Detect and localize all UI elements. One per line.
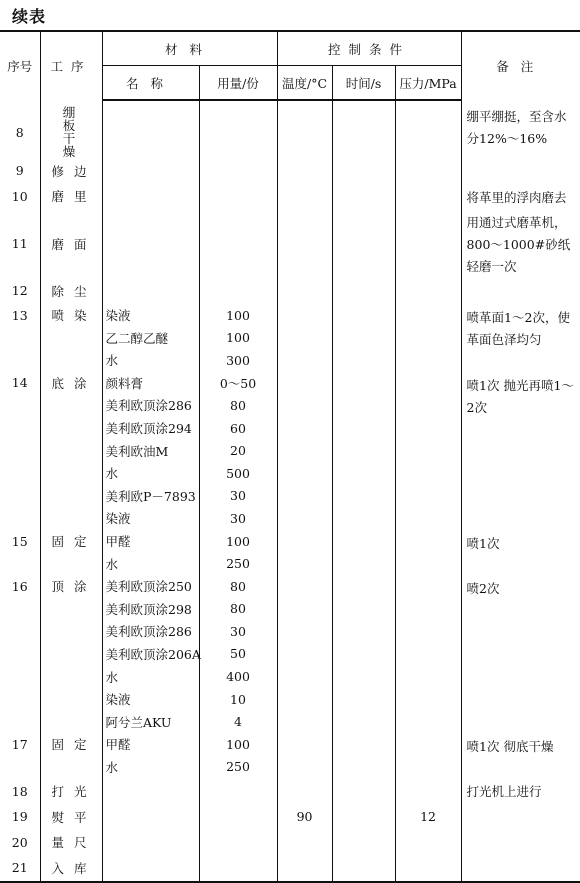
row-step bbox=[40, 575, 102, 598]
temperature-cell bbox=[277, 278, 332, 304]
row-number-empty bbox=[0, 439, 40, 462]
row-step bbox=[40, 100, 102, 158]
row-number: 15 bbox=[0, 530, 40, 553]
table-row bbox=[0, 733, 580, 756]
row-step-empty bbox=[40, 688, 102, 711]
row-step-empty bbox=[40, 756, 102, 779]
time-cell bbox=[332, 485, 395, 508]
material-amount: 80 bbox=[199, 575, 277, 598]
row-step-text: 修边 bbox=[51, 163, 97, 179]
row-number: 10 bbox=[0, 184, 40, 210]
remarks-cell: 打光机上进行 bbox=[466, 784, 542, 800]
temperature-cell bbox=[277, 688, 332, 711]
row-step-text: 喷染 bbox=[51, 308, 97, 324]
temperature-cell bbox=[277, 620, 332, 643]
row-step bbox=[40, 733, 102, 756]
row-number: 8 bbox=[0, 100, 40, 158]
material-amount: 20 bbox=[199, 439, 277, 462]
row-step-empty bbox=[40, 349, 102, 372]
row-step-text: 除尘 bbox=[51, 283, 97, 299]
time-cell bbox=[332, 372, 395, 395]
row-step-empty bbox=[40, 462, 102, 485]
material-amount: 0～50 bbox=[199, 372, 277, 395]
row-step bbox=[40, 184, 102, 210]
temperature-cell bbox=[277, 756, 332, 779]
material-amount: 10 bbox=[199, 688, 277, 711]
pressure-cell bbox=[395, 688, 461, 711]
material-name: 美利欧顶涂250 bbox=[102, 575, 199, 598]
material-amount: 300 bbox=[199, 349, 277, 372]
material-amount: 30 bbox=[199, 485, 277, 508]
material-name-empty bbox=[102, 278, 199, 304]
row-number-empty bbox=[0, 665, 40, 688]
temperature-cell bbox=[277, 417, 332, 440]
temperature-cell bbox=[277, 100, 332, 158]
table-row bbox=[0, 778, 580, 804]
row-step-text: 入库 bbox=[51, 860, 97, 876]
row-step bbox=[40, 829, 102, 855]
time-cell bbox=[332, 507, 395, 530]
table-row bbox=[0, 530, 580, 553]
material-name-empty bbox=[102, 184, 199, 210]
time-cell bbox=[332, 462, 395, 485]
row-step bbox=[40, 278, 102, 304]
temperature-cell bbox=[277, 462, 332, 485]
table-row bbox=[0, 804, 580, 830]
row-step bbox=[40, 158, 102, 184]
row-number: 12 bbox=[0, 278, 40, 304]
pressure-cell bbox=[395, 530, 461, 553]
material-amount: 500 bbox=[199, 462, 277, 485]
row-step bbox=[40, 372, 102, 395]
row-step-text: 绷板干燥 bbox=[62, 105, 86, 159]
table-row bbox=[0, 855, 580, 882]
row-number-empty bbox=[0, 688, 40, 711]
material-amount-empty bbox=[199, 100, 277, 158]
header-control-group: 控制条件 bbox=[277, 31, 461, 66]
table-row bbox=[0, 575, 580, 598]
row-number: 11 bbox=[0, 209, 40, 278]
pressure-cell bbox=[395, 184, 461, 210]
pressure-cell bbox=[395, 778, 461, 804]
pressure-cell bbox=[395, 855, 461, 882]
table-row bbox=[0, 829, 580, 855]
pressure-cell bbox=[395, 485, 461, 508]
time-cell bbox=[332, 158, 395, 184]
pressure-cell bbox=[395, 326, 461, 349]
material-name: 染液 bbox=[102, 507, 199, 530]
time-cell bbox=[332, 855, 395, 882]
pressure-cell bbox=[395, 829, 461, 855]
row-number-empty bbox=[0, 710, 40, 733]
material-amount-empty bbox=[199, 855, 277, 882]
time-cell bbox=[332, 394, 395, 417]
time-cell bbox=[332, 710, 395, 733]
pressure-cell bbox=[395, 372, 461, 395]
material-name: 美利欧油M bbox=[102, 439, 199, 462]
time-cell bbox=[332, 417, 395, 440]
time-cell bbox=[332, 184, 395, 210]
temperature-cell bbox=[277, 158, 332, 184]
row-number: 14 bbox=[0, 372, 40, 395]
remarks-cell bbox=[461, 829, 580, 855]
table-row bbox=[0, 278, 580, 304]
table-row bbox=[0, 209, 580, 278]
material-name: 水 bbox=[102, 349, 199, 372]
pressure-cell bbox=[395, 620, 461, 643]
material-name-empty bbox=[102, 209, 199, 278]
remarks-cell bbox=[461, 804, 580, 830]
temperature-cell bbox=[277, 530, 332, 553]
material-name: 水 bbox=[102, 552, 199, 575]
material-amount: 250 bbox=[199, 552, 277, 575]
pressure-cell bbox=[395, 665, 461, 688]
material-amount-empty bbox=[199, 184, 277, 210]
pressure-cell bbox=[395, 304, 461, 327]
material-amount-empty bbox=[199, 278, 277, 304]
pressure-cell bbox=[395, 733, 461, 756]
pressure-cell bbox=[395, 158, 461, 184]
time-cell bbox=[332, 209, 395, 278]
remarks-cell: 喷1次 彻底干燥 bbox=[466, 739, 554, 755]
pressure-cell bbox=[395, 349, 461, 372]
temperature-cell bbox=[277, 710, 332, 733]
row-number: 21 bbox=[0, 855, 40, 882]
temperature-cell bbox=[277, 598, 332, 621]
remarks-cell: 喷2次 bbox=[466, 580, 500, 596]
material-name: 乙二醇乙醚 bbox=[102, 326, 199, 349]
row-number-empty bbox=[0, 552, 40, 575]
material-name: 阿兮兰AKU bbox=[102, 710, 199, 733]
temperature-cell bbox=[277, 552, 332, 575]
material-amount: 100 bbox=[199, 326, 277, 349]
remarks-cell: 喷革面1～2次，使革面色泽均匀 bbox=[466, 309, 570, 347]
time-cell bbox=[332, 530, 395, 553]
temperature-cell bbox=[277, 643, 332, 666]
time-cell bbox=[332, 688, 395, 711]
material-name-empty bbox=[102, 100, 199, 158]
row-number: 18 bbox=[0, 778, 40, 804]
material-amount-empty bbox=[199, 158, 277, 184]
row-number: 16 bbox=[0, 575, 40, 598]
temperature-cell bbox=[277, 665, 332, 688]
row-number: 20 bbox=[0, 829, 40, 855]
remarks-cell bbox=[461, 158, 580, 184]
table-row bbox=[0, 184, 580, 210]
time-cell bbox=[332, 278, 395, 304]
material-amount: 100 bbox=[199, 304, 277, 327]
temperature-cell bbox=[277, 304, 332, 327]
material-name: 美利欧P－7893 bbox=[102, 485, 199, 508]
time-cell bbox=[332, 349, 395, 372]
row-number-empty bbox=[0, 598, 40, 621]
material-name: 染液 bbox=[102, 304, 199, 327]
material-amount: 100 bbox=[199, 530, 277, 553]
row-step-empty bbox=[40, 394, 102, 417]
row-step bbox=[40, 804, 102, 830]
remarks-cell: 喷1次 bbox=[466, 535, 500, 551]
table-row bbox=[0, 158, 580, 184]
time-cell bbox=[332, 778, 395, 804]
material-name-empty bbox=[102, 855, 199, 882]
material-name-empty bbox=[102, 804, 199, 830]
time-cell bbox=[332, 326, 395, 349]
material-name: 美利欧顶涂298 bbox=[102, 598, 199, 621]
row-step-text: 熨平 bbox=[51, 809, 97, 825]
temperature-cell: 90 bbox=[277, 804, 332, 830]
row-step bbox=[40, 209, 102, 278]
material-name: 水 bbox=[102, 756, 199, 779]
material-name: 颜料膏 bbox=[102, 372, 199, 395]
temperature-cell bbox=[277, 829, 332, 855]
temperature-cell bbox=[277, 439, 332, 462]
row-number-empty bbox=[0, 462, 40, 485]
row-step-text: 顶涂 bbox=[51, 579, 97, 595]
temperature-cell bbox=[277, 575, 332, 598]
temperature-cell bbox=[277, 394, 332, 417]
row-step-empty bbox=[40, 485, 102, 508]
material-name: 甲醛 bbox=[102, 733, 199, 756]
table-row bbox=[0, 100, 580, 158]
pressure-cell bbox=[395, 100, 461, 158]
material-name: 美利欧顶涂294 bbox=[102, 417, 199, 440]
pressure-cell bbox=[395, 643, 461, 666]
row-step bbox=[40, 304, 102, 327]
row-number-empty bbox=[0, 326, 40, 349]
row-step bbox=[40, 855, 102, 882]
material-amount: 100 bbox=[199, 733, 277, 756]
time-cell bbox=[332, 733, 395, 756]
material-name-empty bbox=[102, 778, 199, 804]
remarks-cell: 喷1次 抛光再喷1～2次 bbox=[466, 377, 574, 415]
row-number-empty bbox=[0, 349, 40, 372]
material-amount-empty bbox=[199, 804, 277, 830]
time-cell bbox=[332, 598, 395, 621]
row-step bbox=[40, 530, 102, 553]
temperature-cell bbox=[277, 372, 332, 395]
row-step-empty bbox=[40, 552, 102, 575]
material-amount-empty bbox=[199, 778, 277, 804]
row-number-empty bbox=[0, 417, 40, 440]
table-caption: 续表 bbox=[12, 7, 47, 26]
remarks-cell bbox=[461, 278, 580, 304]
row-step-empty bbox=[40, 439, 102, 462]
pressure-cell bbox=[395, 756, 461, 779]
material-amount: 400 bbox=[199, 665, 277, 688]
material-name-empty bbox=[102, 158, 199, 184]
header-material-name: 名称 bbox=[102, 66, 199, 101]
temperature-cell bbox=[277, 778, 332, 804]
table-header bbox=[0, 31, 580, 100]
row-step-empty bbox=[40, 417, 102, 440]
row-step-empty bbox=[40, 665, 102, 688]
pressure-cell bbox=[395, 507, 461, 530]
table-row bbox=[0, 372, 580, 395]
time-cell bbox=[332, 439, 395, 462]
process-table bbox=[0, 30, 580, 883]
material-amount: 30 bbox=[199, 507, 277, 530]
material-name: 美利欧顶涂286 bbox=[102, 620, 199, 643]
pressure-cell bbox=[395, 209, 461, 278]
material-name: 水 bbox=[102, 665, 199, 688]
material-amount-empty bbox=[199, 209, 277, 278]
temperature-cell bbox=[277, 485, 332, 508]
time-cell bbox=[332, 575, 395, 598]
row-step-empty bbox=[40, 643, 102, 666]
row-number-empty bbox=[0, 643, 40, 666]
time-cell bbox=[332, 620, 395, 643]
row-step-text: 底涂 bbox=[51, 375, 97, 391]
material-name: 染液 bbox=[102, 688, 199, 711]
pressure-cell bbox=[395, 710, 461, 733]
material-amount: 60 bbox=[199, 417, 277, 440]
row-step-empty bbox=[40, 620, 102, 643]
row-number: 17 bbox=[0, 733, 40, 756]
pressure-cell bbox=[395, 552, 461, 575]
row-step-text: 磨里 bbox=[51, 189, 97, 205]
row-number: 9 bbox=[0, 158, 40, 184]
time-cell bbox=[332, 665, 395, 688]
header-pressure: 压力/MPa bbox=[395, 66, 461, 101]
header-no: 序号 bbox=[0, 31, 40, 100]
material-name: 甲醛 bbox=[102, 530, 199, 553]
remarks-cell: 将革里的浮肉磨去 bbox=[466, 189, 567, 205]
temperature-cell bbox=[277, 507, 332, 530]
row-number: 19 bbox=[0, 804, 40, 830]
table-body bbox=[0, 100, 580, 882]
pressure-cell bbox=[395, 439, 461, 462]
time-cell bbox=[332, 304, 395, 327]
pressure-cell bbox=[395, 417, 461, 440]
remarks-cell: 绷平绷挺，至含水分12%～16% bbox=[466, 109, 567, 146]
row-step-text: 磨面 bbox=[51, 236, 97, 252]
row-number-empty bbox=[0, 620, 40, 643]
row-step-empty bbox=[40, 507, 102, 530]
material-name: 美利欧顶涂286 bbox=[102, 394, 199, 417]
row-step-text: 打光 bbox=[51, 784, 97, 800]
material-amount: 50 bbox=[199, 643, 277, 666]
pressure-cell bbox=[395, 462, 461, 485]
temperature-cell bbox=[277, 209, 332, 278]
pressure-cell bbox=[395, 278, 461, 304]
row-number: 13 bbox=[0, 304, 40, 327]
row-step-empty bbox=[40, 326, 102, 349]
pressure-cell bbox=[395, 598, 461, 621]
material-amount: 80 bbox=[199, 394, 277, 417]
row-step bbox=[40, 778, 102, 804]
time-cell bbox=[332, 552, 395, 575]
header-temperature: 温度/°C bbox=[277, 66, 332, 101]
row-step-text: 固定 bbox=[51, 534, 97, 550]
material-amount: 80 bbox=[199, 598, 277, 621]
pressure-cell bbox=[395, 394, 461, 417]
row-number-empty bbox=[0, 394, 40, 417]
header-material-amount: 用量/份 bbox=[199, 66, 277, 101]
row-number-empty bbox=[0, 507, 40, 530]
temperature-cell bbox=[277, 349, 332, 372]
remarks-cell bbox=[461, 855, 580, 882]
temperature-cell bbox=[277, 326, 332, 349]
temperature-cell bbox=[277, 855, 332, 882]
time-cell bbox=[332, 829, 395, 855]
material-amount-empty bbox=[199, 829, 277, 855]
remarks-cell: 用通过式磨革机，800～1000#砂纸轻磨一次 bbox=[466, 215, 571, 275]
material-amount: 30 bbox=[199, 620, 277, 643]
row-step-text: 量尺 bbox=[51, 835, 97, 851]
material-name-empty bbox=[102, 829, 199, 855]
table-row bbox=[0, 304, 580, 327]
temperature-cell bbox=[277, 184, 332, 210]
row-number-empty bbox=[0, 756, 40, 779]
material-amount: 250 bbox=[199, 756, 277, 779]
material-name: 水 bbox=[102, 462, 199, 485]
temperature-cell bbox=[277, 733, 332, 756]
time-cell bbox=[332, 100, 395, 158]
row-step-text: 固定 bbox=[51, 737, 97, 753]
pressure-cell: 12 bbox=[395, 804, 461, 830]
material-name: 美利欧顶涂206A bbox=[102, 643, 199, 666]
header-time: 时间/s bbox=[332, 66, 395, 101]
header-remarks: 备注 bbox=[461, 31, 580, 100]
pressure-cell bbox=[395, 575, 461, 598]
row-number-empty bbox=[0, 485, 40, 508]
time-cell bbox=[332, 756, 395, 779]
material-amount: 4 bbox=[199, 710, 277, 733]
row-step-empty bbox=[40, 710, 102, 733]
row-step-empty bbox=[40, 598, 102, 621]
header-step: 工序 bbox=[40, 31, 102, 100]
time-cell bbox=[332, 643, 395, 666]
header-material-group: 材料 bbox=[102, 31, 277, 66]
time-cell bbox=[332, 804, 395, 830]
